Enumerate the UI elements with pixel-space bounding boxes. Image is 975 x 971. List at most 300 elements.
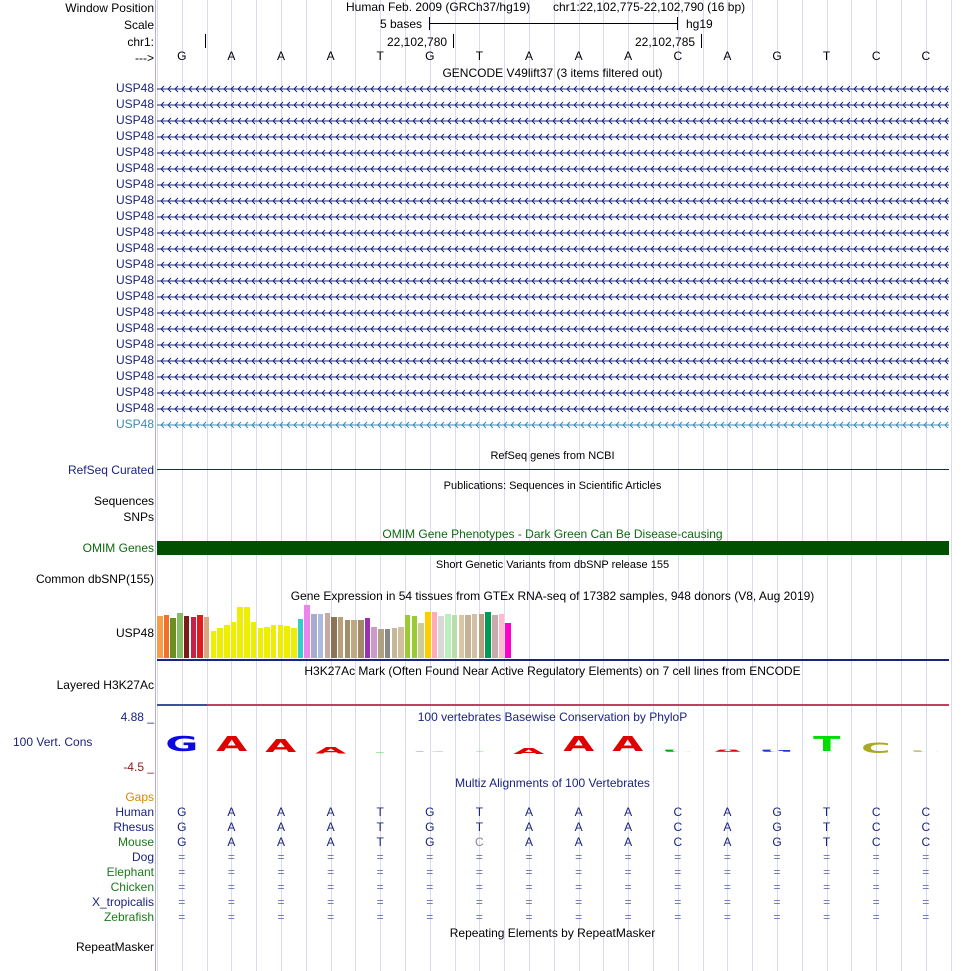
multiz-base: = [872, 850, 880, 864]
multiz-base: = [525, 910, 533, 924]
common-dbsnp-label[interactable]: Common dbSNP(155) [35, 572, 154, 586]
multiz-base: A [326, 805, 335, 819]
multiz-base: G [772, 835, 782, 849]
repeatmasker-track-title[interactable]: Repeating Elements by RepeatMasker [449, 926, 656, 940]
gtex-tissue-bar[interactable] [157, 616, 163, 658]
multiz-base: = [624, 895, 632, 909]
gtex-tissue-bar[interactable] [244, 607, 250, 658]
gtex-tissue-bar[interactable] [264, 627, 270, 658]
multiz-base: = [475, 865, 483, 879]
scale-db: hg19 [686, 17, 713, 31]
gtex-tissue-bar[interactable] [398, 627, 404, 658]
multiz-base: = [575, 865, 583, 879]
sequence-base: C [871, 49, 881, 63]
multiz-base: = [872, 880, 880, 894]
multiz-base: = [525, 865, 533, 879]
gencode-gene-label[interactable]: USP48 [115, 161, 154, 175]
gencode-gene-label[interactable]: USP48 [115, 129, 154, 143]
multiz-base: A [276, 835, 285, 849]
cons-logo[interactable] [157, 730, 949, 757]
gencode-gene-arrows[interactable] [157, 324, 949, 334]
multiz-base: = [575, 895, 583, 909]
gencode-gene-arrows[interactable] [157, 228, 949, 238]
multiz-base: = [327, 910, 335, 924]
snps-label[interactable]: SNPs [123, 510, 154, 524]
gtex-tissue-bar[interactable] [445, 614, 451, 658]
gencode-gene-arrows[interactable] [157, 164, 949, 174]
sequence-base: G [177, 49, 187, 63]
gencode-gene-arrows[interactable] [157, 212, 949, 222]
gaps-label[interactable]: Gaps [125, 790, 154, 804]
multiz-track-title[interactable]: Multiz Alignments of 100 Vertebrates [455, 776, 650, 790]
gencode-gene-label[interactable]: USP48 [115, 209, 154, 223]
gencode-gene-arrows[interactable] [157, 388, 949, 398]
gtex-tissue-bar[interactable] [204, 617, 210, 658]
multiz-base: = [178, 910, 186, 924]
multiz-base: = [178, 895, 186, 909]
multiz-base: = [922, 895, 930, 909]
gencode-gene-arrows[interactable] [157, 196, 949, 206]
multiz-base: = [475, 895, 483, 909]
gencode-gene-arrows[interactable] [157, 276, 949, 286]
multiz-species-label[interactable]: Rhesus [113, 820, 154, 834]
multiz-base: = [674, 850, 682, 864]
chr-label: chr1: [127, 35, 154, 49]
multiz-base: T [376, 835, 384, 849]
multiz-base: = [823, 910, 831, 924]
multiz-base: = [178, 850, 186, 864]
sequence-base: C [673, 49, 683, 63]
cons-logo-letter: A [563, 732, 595, 756]
multiz-base: = [277, 910, 285, 924]
multiz-base: T [376, 805, 384, 819]
multiz-base: = [178, 865, 186, 879]
gencode-gene-arrows[interactable] [157, 292, 949, 302]
multiz-base: C [921, 820, 931, 834]
gtex-tissue-bar[interactable] [291, 628, 297, 658]
multiz-base: = [872, 865, 880, 879]
multiz-base: = [872, 910, 880, 924]
gtex-tissue-bar[interactable] [278, 625, 284, 658]
multiz-base: C [475, 835, 484, 849]
multiz-base: = [327, 850, 335, 864]
gencode-gene-label[interactable]: USP48 [115, 337, 154, 351]
cons-logo-letter: A [315, 744, 347, 756]
multiz-base: = [723, 850, 731, 864]
multiz-base: G [177, 805, 187, 819]
multiz-base: T [822, 820, 831, 834]
multiz-base: = [227, 850, 235, 864]
gtex-tissue-bar[interactable] [318, 614, 324, 658]
gencode-gene-label[interactable]: USP48 [115, 257, 154, 271]
gencode-gene-arrows[interactable] [157, 116, 949, 126]
gtex-tissue-bar[interactable] [258, 628, 264, 658]
multiz-base: = [327, 880, 335, 894]
multiz-base: = [723, 880, 731, 894]
gtex-tissue-bar[interactable] [311, 614, 317, 658]
gencode-gene-arrows[interactable] [157, 420, 949, 430]
multiz-base: G [772, 805, 782, 819]
multiz-base: A [723, 820, 732, 834]
multiz-base: = [227, 910, 235, 924]
gencode-gene-label[interactable]: USP48 [115, 385, 154, 399]
sequence-base: A [326, 49, 335, 63]
sequence-base: A [524, 49, 533, 63]
multiz-base: = [922, 910, 930, 924]
multiz-base: = [475, 850, 483, 864]
gencode-gene-arrows[interactable] [157, 404, 949, 414]
multiz-base: = [227, 880, 235, 894]
multiz-base: C [673, 820, 683, 834]
gtex-tissue-bar[interactable] [358, 620, 364, 658]
multiz-base: = [922, 850, 930, 864]
multiz-base: = [773, 880, 781, 894]
multiz-base: A [276, 820, 285, 834]
gencode-gene-arrows[interactable] [157, 356, 949, 366]
gencode-gene-label[interactable]: USP48 [115, 305, 154, 319]
cons-top-value: 4.88 _ [120, 710, 154, 724]
gencode-gene-arrows[interactable] [157, 84, 949, 94]
multiz-base: = [773, 850, 781, 864]
multiz-base: G [425, 805, 435, 819]
gtex-tissue-bar[interactable] [378, 629, 384, 658]
multiz-base: = [426, 910, 434, 924]
gencode-gene-label[interactable]: USP48 [115, 81, 154, 95]
scale-bar-left-tick [429, 17, 430, 30]
gtex-tissue-bar[interactable] [492, 615, 498, 658]
chr-tick-1 [205, 34, 206, 48]
multiz-base: G [177, 835, 187, 849]
scale-text: 5 bases [380, 17, 423, 31]
multiz-base: = [723, 910, 731, 924]
gtex-tissue-bar[interactable] [331, 617, 337, 658]
gtex-tissue-bar[interactable] [465, 615, 471, 658]
multiz-base: = [872, 895, 880, 909]
cons-logo-letter: A [215, 732, 247, 756]
cons-logo-letter: A [612, 732, 644, 756]
multiz-base: = [575, 910, 583, 924]
cons-logo-letter: C [861, 739, 891, 757]
multiz-base: = [922, 880, 930, 894]
sequence-base: G [772, 49, 782, 63]
multiz-base: = [277, 850, 285, 864]
gtex-tissue-bar[interactable] [438, 616, 444, 658]
gtex-tissue-bar[interactable] [345, 620, 351, 658]
gencode-gene-arrows[interactable] [157, 340, 949, 350]
gtex-tissue-bar[interactable] [385, 629, 391, 658]
gencode-gene-arrows[interactable] [157, 244, 949, 254]
multiz-base: G [425, 820, 435, 834]
multiz-base: = [376, 895, 384, 909]
sequence-base: T [376, 49, 384, 63]
gencode-track-title[interactable]: GENCODE V49lift37 (3 items filtered out) [442, 66, 663, 80]
multiz-base: = [773, 865, 781, 879]
multiz-base: = [823, 895, 831, 909]
multiz-base: A [574, 805, 583, 819]
multiz-base: G [177, 820, 187, 834]
scale-label: Scale [123, 18, 154, 32]
multiz-base: = [376, 850, 384, 864]
gtex-tissue-bar[interactable] [418, 623, 424, 658]
multiz-base: C [871, 805, 881, 819]
gencode-gene-label[interactable]: USP48 [115, 225, 154, 239]
h3k27ac-label[interactable]: Layered H3K27Ac [56, 678, 154, 692]
gencode-gene-arrows[interactable] [157, 132, 949, 142]
multiz-base: A [524, 820, 533, 834]
multiz-base: C [673, 835, 683, 849]
window-position-label: Window Position [65, 1, 154, 15]
multiz-base: = [277, 880, 285, 894]
gtex-tissue-bar[interactable] [197, 615, 203, 658]
multiz-base: C [921, 805, 931, 819]
sequence-base: T [475, 49, 484, 63]
multiz-base: A [326, 820, 335, 834]
multiz-base: = [227, 895, 235, 909]
gtex-tissue-bar[interactable] [405, 615, 411, 658]
dbsnp-track-title[interactable]: Short Genetic Variants from dbSNP release 155 [435, 559, 670, 571]
multiz-base: = [426, 880, 434, 894]
multiz-base: A [227, 820, 236, 834]
multiz-species-label[interactable]: Dog [131, 850, 154, 864]
gtex-bar-chart[interactable] [157, 604, 557, 658]
multiz-base: = [773, 895, 781, 909]
gtex-tissue-bar[interactable] [298, 619, 304, 658]
multiz-base: = [823, 880, 831, 894]
pos-left-label: 22,102,780 [387, 35, 448, 49]
multiz-species-label[interactable]: Mouse [117, 835, 154, 849]
multiz-base: = [376, 865, 384, 879]
multiz-base: T [822, 835, 831, 849]
gencode-gene-label[interactable]: USP48 [115, 193, 154, 207]
gtex-tissue-bar[interactable] [177, 613, 183, 658]
gtex-tissue-bar[interactable] [304, 605, 310, 658]
h3k27ac-signal-2 [157, 704, 207, 706]
multiz-base: A [624, 835, 633, 849]
assembly-title: Human Feb. 2009 (GRCh37/hg19) [346, 0, 531, 14]
sequence-base: A [227, 49, 236, 63]
cons-logo-letter: T [812, 732, 841, 756]
gtex-tissue-bar[interactable] [271, 625, 277, 658]
omim-track-title[interactable]: OMIM Gene Phenotypes - Dark Green Can Be Disease-causing [382, 527, 723, 541]
multiz-base: A [524, 805, 533, 819]
multiz-base: = [674, 895, 682, 909]
gtex-tissue-bar[interactable] [164, 615, 170, 658]
multiz-base: A [326, 835, 335, 849]
gtex-tissue-bar[interactable] [338, 617, 344, 658]
gtex-tissue-bar[interactable] [184, 616, 190, 658]
multiz-base: = [723, 895, 731, 909]
cons-track-title[interactable]: 100 vertebrates Basewise Conservation by PhyloP [417, 710, 688, 724]
multiz-base: A [574, 835, 583, 849]
multiz-base: = [227, 865, 235, 879]
gtex-tissue-bar[interactable] [170, 618, 176, 658]
gtex-tissue-bar[interactable] [211, 631, 217, 658]
cons-track-label[interactable]: 100 Vert. Cons [13, 735, 93, 749]
multiz-base: T [376, 820, 384, 834]
multiz-base: A [227, 835, 236, 849]
multiz-base: = [327, 865, 335, 879]
gencode-gene-label[interactable]: USP48 [115, 241, 154, 255]
multiz-species-label[interactable]: Chicken [110, 880, 154, 894]
multiz-base: = [475, 910, 483, 924]
multiz-base: = [624, 880, 632, 894]
multiz-base: = [624, 865, 632, 879]
refseq-label[interactable]: RefSeq Curated [67, 463, 154, 477]
multiz-base: A [624, 805, 633, 819]
gtex-tissue-bar[interactable] [191, 617, 197, 658]
multiz-base: = [277, 865, 285, 879]
multiz-base: = [575, 850, 583, 864]
multiz-base: = [277, 895, 285, 909]
gtex-tissue-bar[interactable] [505, 623, 511, 658]
gencode-gene-label[interactable]: USP48 [115, 145, 154, 159]
gtex-tissue-bar[interactable] [237, 607, 243, 658]
refseq-track-title[interactable]: RefSeq genes from NCBI [490, 450, 615, 462]
multiz-species-label[interactable]: X_tropicalis [91, 895, 154, 909]
gtex-gene-label[interactable]: USP48 [115, 626, 154, 640]
multiz-base: A [276, 805, 285, 819]
gtex-tissue-bar[interactable] [425, 612, 431, 658]
multiz-base: = [525, 880, 533, 894]
multiz-base: = [426, 865, 434, 879]
multiz-base: C [871, 835, 881, 849]
multiz-base: C [673, 805, 683, 819]
gtex-track-title[interactable]: Gene Expression in 54 tissues from GTEx RNA-seq of 17382 samples, 948 donors (V8, Aug 2019) [290, 589, 815, 603]
gtex-tissue-bar[interactable] [432, 612, 438, 658]
multiz-base: A [227, 805, 236, 819]
multiz-base: = [922, 865, 930, 879]
refseq-gene-line[interactable] [157, 469, 949, 470]
cons-logo-letter: A [265, 734, 297, 757]
gtex-baseline [157, 659, 949, 661]
gtex-tissue-bar[interactable] [231, 622, 237, 658]
cons-logo-letter [876, 751, 975, 752]
omim-gene-bar[interactable] [157, 541, 949, 555]
gencode-gene-label[interactable]: USP48 [115, 321, 154, 335]
multiz-base: = [525, 850, 533, 864]
gtex-tissue-bar[interactable] [392, 628, 398, 658]
gtex-tissue-bar[interactable] [251, 622, 257, 658]
scale-bar-right-tick [677, 17, 678, 30]
gencode-gene-label[interactable]: USP48 [115, 369, 154, 383]
multiz-base: A [524, 835, 533, 849]
gencode-gene-arrows[interactable] [157, 148, 949, 158]
position-readout: chr1:22,102,775-22,102,790 (16 bp) [553, 0, 746, 14]
sequence-base: C [921, 49, 931, 63]
gencode-gene-label[interactable]: USP48 [115, 401, 154, 415]
gencode-gene-label[interactable]: USP48 [115, 289, 154, 303]
cons-logo-letter: G [165, 732, 199, 756]
gtex-tissue-bar[interactable] [224, 625, 230, 658]
multiz-base: A [723, 805, 732, 819]
sequence-base: A [723, 49, 732, 63]
gtex-tissue-bar[interactable] [371, 627, 377, 658]
h3k27ac-track-title[interactable]: H3K27Ac Mark (Often Found Near Active Regulatory Elements) on 7 cell lines from ENCODE [304, 664, 801, 678]
repeatmasker-label[interactable]: RepeatMasker [75, 940, 154, 954]
gtex-tissue-bar[interactable] [459, 615, 465, 658]
h3k27ac-signal[interactable] [157, 704, 949, 706]
gencode-gene-label[interactable]: USP48 [115, 417, 154, 431]
multiz-species-label[interactable]: Human [115, 805, 154, 819]
strand-label: ---> [135, 51, 154, 65]
multiz-base: = [823, 865, 831, 879]
chr-tick-2 [453, 34, 454, 48]
multiz-base: = [575, 880, 583, 894]
gencode-gene-arrows[interactable] [157, 100, 949, 110]
gtex-tissue-bar[interactable] [325, 613, 331, 658]
gencode-gene-arrows[interactable] [157, 308, 949, 318]
gtex-tissue-bar[interactable] [284, 626, 290, 658]
multiz-base: = [624, 850, 632, 864]
multiz-base: = [426, 850, 434, 864]
sequences-label[interactable]: Sequences [93, 494, 154, 508]
gtex-tissue-bar[interactable] [217, 628, 223, 658]
sequence-base: T [822, 49, 831, 63]
gencode-gene-label[interactable]: USP48 [115, 177, 154, 191]
gencode-gene-arrows[interactable] [157, 180, 949, 190]
pos-right-label: 22,102,785 [635, 35, 696, 49]
multiz-base: = [178, 880, 186, 894]
multiz-base: = [376, 910, 384, 924]
multiz-base: G [772, 820, 782, 834]
multiz-base: = [624, 910, 632, 924]
gtex-tissue-bar[interactable] [412, 616, 418, 658]
gencode-gene-arrows[interactable] [157, 260, 949, 270]
publications-track-title[interactable]: Publications: Sequences in Scientific Articles [443, 480, 662, 492]
multiz-base: = [674, 880, 682, 894]
sequence-base: A [624, 49, 633, 63]
multiz-base: = [426, 895, 434, 909]
omim-label[interactable]: OMIM Genes [82, 541, 154, 555]
multiz-base: = [823, 850, 831, 864]
multiz-base: A [574, 820, 583, 834]
scale-bar [429, 23, 678, 24]
sequence-base: A [276, 49, 285, 63]
cons-bottom-value: -4.5 _ [123, 760, 154, 774]
multiz-base: = [327, 895, 335, 909]
multiz-base: C [921, 835, 931, 849]
multiz-base: C [871, 820, 881, 834]
gtex-tissue-bar[interactable] [485, 612, 491, 658]
cons-logo-letter: A [513, 745, 545, 756]
gencode-gene-label[interactable]: USP48 [115, 97, 154, 111]
multiz-base: T [822, 805, 831, 819]
multiz-base: = [674, 910, 682, 924]
multiz-species-label[interactable]: Elephant [106, 865, 154, 879]
gtex-tissue-bar[interactable] [351, 620, 357, 658]
multiz-base: = [773, 910, 781, 924]
gtex-tissue-bar[interactable] [472, 614, 478, 658]
gencode-gene-arrows[interactable] [157, 372, 949, 382]
gtex-tissue-bar[interactable] [452, 615, 458, 658]
gencode-gene-label[interactable]: USP48 [115, 113, 154, 127]
multiz-base: G [425, 835, 435, 849]
gencode-gene-label[interactable]: USP48 [115, 273, 154, 287]
multiz-base: = [475, 880, 483, 894]
multiz-base: = [674, 865, 682, 879]
multiz-base: = [525, 895, 533, 909]
gtex-tissue-bar[interactable] [365, 618, 371, 658]
multiz-base: T [475, 805, 484, 819]
sequence-base: A [574, 49, 583, 63]
gencode-gene-label[interactable]: USP48 [115, 353, 154, 367]
gtex-tissue-bar[interactable] [499, 614, 505, 658]
multiz-species-label[interactable]: Zebrafish [103, 910, 154, 924]
multiz-base: A [723, 835, 732, 849]
multiz-base: T [475, 820, 484, 834]
chr-tick-3 [701, 34, 702, 48]
gtex-tissue-bar[interactable] [479, 614, 485, 658]
